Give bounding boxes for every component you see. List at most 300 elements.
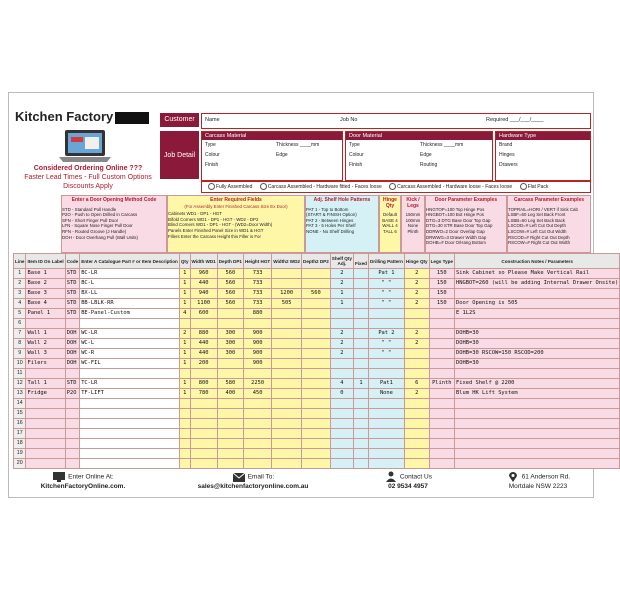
row-hinge-qty[interactable] xyxy=(404,399,429,409)
row-legs-type[interactable] xyxy=(429,389,454,399)
row-hinge-qty[interactable]: 2 xyxy=(404,299,429,309)
row-shelf-adj[interactable] xyxy=(330,449,353,459)
row-depth1[interactable]: 300 xyxy=(217,349,243,359)
row-legs-type[interactable]: 150 xyxy=(429,289,454,299)
door-thickness-field[interactable]: Thickness ____mm xyxy=(420,142,464,148)
row-shelf-adj[interactable]: 2 xyxy=(330,349,353,359)
row-part[interactable] xyxy=(80,449,180,459)
row-hinge-qty[interactable] xyxy=(404,459,429,469)
row-item-id[interactable] xyxy=(26,399,65,409)
row-code[interactable]: P2O xyxy=(65,389,79,399)
row-qty[interactable]: 1 xyxy=(179,379,190,389)
row-depth2[interactable] xyxy=(302,359,331,369)
row-drilling-pattern[interactable] xyxy=(368,439,404,449)
carcass-finish-field[interactable]: Finish xyxy=(205,162,219,168)
row-depth2[interactable] xyxy=(302,349,331,359)
row-item-id[interactable]: Fridge xyxy=(26,389,65,399)
row-depth1[interactable]: 580 xyxy=(217,379,243,389)
row-shelf-adj[interactable]: 1 xyxy=(330,299,353,309)
row-code[interactable]: DOH xyxy=(65,359,79,369)
row-shelf-fixed[interactable] xyxy=(353,329,368,339)
row-depth1[interactable]: 300 xyxy=(217,329,243,339)
footer-email-link[interactable]: sales@kitchenfactoryonline.com.au xyxy=(197,483,309,490)
row-width2[interactable] xyxy=(272,279,302,289)
row-notes[interactable]: E 1L2S xyxy=(455,309,620,319)
row-shelf-fixed[interactable] xyxy=(353,389,368,399)
row-width2[interactable] xyxy=(272,399,302,409)
row-code[interactable] xyxy=(65,399,79,409)
row-legs-type[interactable] xyxy=(429,429,454,439)
row-code[interactable] xyxy=(65,409,79,419)
row-depth2[interactable] xyxy=(302,419,331,429)
row-shelf-adj[interactable] xyxy=(330,409,353,419)
row-qty[interactable]: 1 xyxy=(179,339,190,349)
row-depth2[interactable] xyxy=(302,309,331,319)
row-depth2[interactable] xyxy=(302,409,331,419)
row-drilling-pattern[interactable]: " " xyxy=(368,289,404,299)
row-height[interactable] xyxy=(243,439,271,449)
row-notes[interactable] xyxy=(455,399,620,409)
row-depth1[interactable] xyxy=(217,359,243,369)
row-notes[interactable] xyxy=(455,439,620,449)
door-colour-field[interactable]: Colour xyxy=(349,152,364,158)
row-width1[interactable] xyxy=(190,459,217,469)
row-code[interactable] xyxy=(65,439,79,449)
row-width2[interactable] xyxy=(272,439,302,449)
row-item-id[interactable] xyxy=(26,439,65,449)
row-qty[interactable]: 1 xyxy=(179,299,190,309)
row-notes[interactable]: Sink Cabinet so Please Make Vertical Rail xyxy=(455,269,620,279)
row-drilling-pattern[interactable] xyxy=(368,399,404,409)
assembly-option[interactable] xyxy=(260,184,382,190)
assembly-option[interactable] xyxy=(520,184,549,190)
row-drilling-pattern[interactable]: " " xyxy=(368,299,404,309)
row-hinge-qty[interactable]: 2 xyxy=(404,329,429,339)
row-hinge-qty[interactable]: 2 xyxy=(404,269,429,279)
row-hinge-qty[interactable] xyxy=(404,419,429,429)
row-code[interactable]: STD xyxy=(65,299,79,309)
row-code[interactable] xyxy=(65,319,79,329)
row-legs-type[interactable] xyxy=(429,399,454,409)
row-code[interactable]: DOH xyxy=(65,339,79,349)
row-shelf-fixed[interactable] xyxy=(353,399,368,409)
row-width1[interactable] xyxy=(190,369,217,379)
row-notes[interactable]: HNGBOT=260 (will be adding Internal Drawer Onsite) xyxy=(455,279,620,289)
row-shelf-fixed[interactable] xyxy=(353,359,368,369)
row-part[interactable]: TF-LIFT xyxy=(80,389,180,399)
hardware-hinges-field[interactable]: Hinges xyxy=(499,152,515,158)
row-qty[interactable]: 1 xyxy=(179,269,190,279)
row-item-id[interactable]: Panel 1 xyxy=(26,309,65,319)
row-legs-type[interactable]: 150 xyxy=(429,299,454,309)
assembly-option[interactable] xyxy=(389,184,512,190)
row-width1[interactable] xyxy=(190,399,217,409)
row-part[interactable]: BB-LBLK-RR xyxy=(80,299,180,309)
row-depth2[interactable] xyxy=(302,319,331,329)
row-width2[interactable] xyxy=(272,369,302,379)
row-shelf-fixed[interactable] xyxy=(353,339,368,349)
row-hinge-qty[interactable] xyxy=(404,319,429,329)
row-height[interactable] xyxy=(243,319,271,329)
row-depth2[interactable] xyxy=(302,369,331,379)
door-finish-field[interactable]: Finish xyxy=(349,162,363,168)
door-edge-field[interactable]: Edge xyxy=(420,152,432,158)
row-legs-type[interactable] xyxy=(429,329,454,339)
row-item-id[interactable] xyxy=(26,319,65,329)
row-width1[interactable]: 800 xyxy=(190,379,217,389)
row-drilling-pattern[interactable] xyxy=(368,449,404,459)
row-height[interactable]: 900 xyxy=(243,349,271,359)
row-item-id[interactable]: Base 1 xyxy=(26,269,65,279)
row-width2[interactable] xyxy=(272,459,302,469)
row-shelf-adj[interactable] xyxy=(330,369,353,379)
row-legs-type[interactable]: 150 xyxy=(429,269,454,279)
row-notes[interactable]: DOHB=30 xyxy=(455,339,620,349)
row-hinge-qty[interactable]: 2 xyxy=(404,339,429,349)
row-height[interactable]: 733 xyxy=(243,299,271,309)
row-item-id[interactable] xyxy=(26,409,65,419)
row-shelf-fixed[interactable] xyxy=(353,279,368,289)
row-shelf-adj[interactable]: 1 xyxy=(330,289,353,299)
row-width2[interactable] xyxy=(272,389,302,399)
row-notes[interactable] xyxy=(455,459,620,469)
row-code[interactable]: STD xyxy=(65,279,79,289)
row-notes[interactable] xyxy=(455,369,620,379)
row-height[interactable]: 733 xyxy=(243,269,271,279)
row-width1[interactable]: 960 xyxy=(190,269,217,279)
row-part[interactable]: WC-FIL xyxy=(80,359,180,369)
row-item-id[interactable]: Base 3 xyxy=(26,289,65,299)
row-depth1[interactable] xyxy=(217,319,243,329)
row-shelf-fixed[interactable] xyxy=(353,319,368,329)
row-drilling-pattern[interactable] xyxy=(368,419,404,429)
row-width2[interactable]: 505 xyxy=(272,299,302,309)
row-height[interactable] xyxy=(243,409,271,419)
row-shelf-adj[interactable] xyxy=(330,429,353,439)
row-notes[interactable]: DOHB=30 RSCOW=150 RSCOD=200 xyxy=(455,349,620,359)
row-depth1[interactable] xyxy=(217,419,243,429)
row-width1[interactable]: 940 xyxy=(190,289,217,299)
row-notes[interactable]: DOHB=30 xyxy=(455,359,620,369)
row-width1[interactable]: 600 xyxy=(190,309,217,319)
row-width2[interactable] xyxy=(272,449,302,459)
row-code[interactable] xyxy=(65,419,79,429)
row-shelf-fixed[interactable] xyxy=(353,439,368,449)
row-qty[interactable]: 1 xyxy=(179,359,190,369)
row-notes[interactable]: Fixed Shelf @ 2200 xyxy=(455,379,620,389)
radio-icon[interactable] xyxy=(208,183,215,190)
row-drilling-pattern[interactable] xyxy=(368,369,404,379)
row-hinge-qty[interactable] xyxy=(404,309,429,319)
row-item-id[interactable] xyxy=(26,429,65,439)
row-legs-type[interactable] xyxy=(429,319,454,329)
row-depth2[interactable] xyxy=(302,429,331,439)
row-depth1[interactable] xyxy=(217,459,243,469)
row-legs-type[interactable] xyxy=(429,449,454,459)
row-qty[interactable] xyxy=(179,459,190,469)
row-hinge-qty[interactable] xyxy=(404,429,429,439)
row-width2[interactable] xyxy=(272,269,302,279)
row-hinge-qty[interactable] xyxy=(404,349,429,359)
row-code[interactable] xyxy=(65,449,79,459)
row-hinge-qty[interactable]: 2 xyxy=(404,389,429,399)
row-notes[interactable]: Blum HK Lift System xyxy=(455,389,620,399)
footer-online-link[interactable]: KitchenFactoryOnline.com. xyxy=(40,483,126,490)
row-height[interactable]: 900 xyxy=(243,329,271,339)
row-notes[interactable] xyxy=(455,289,620,299)
row-qty[interactable]: 1 xyxy=(179,389,190,399)
row-depth1[interactable] xyxy=(217,309,243,319)
row-part[interactable]: BC-LR xyxy=(80,269,180,279)
row-height[interactable]: 900 xyxy=(243,359,271,369)
carcass-colour-field[interactable]: Colour xyxy=(205,152,220,158)
row-shelf-fixed[interactable] xyxy=(353,429,368,439)
row-width2[interactable] xyxy=(272,309,302,319)
row-code[interactable]: DOH xyxy=(65,349,79,359)
row-depth2[interactable] xyxy=(302,449,331,459)
row-width2[interactable] xyxy=(272,379,302,389)
row-width1[interactable]: 780 xyxy=(190,389,217,399)
row-drilling-pattern[interactable]: " " xyxy=(368,279,404,289)
row-shelf-adj[interactable]: 2 xyxy=(330,329,353,339)
row-depth1[interactable] xyxy=(217,439,243,449)
row-drilling-pattern[interactable]: None xyxy=(368,389,404,399)
row-shelf-adj[interactable]: 0 xyxy=(330,389,353,399)
row-depth2[interactable] xyxy=(302,339,331,349)
row-item-id[interactable]: Tall 1 xyxy=(26,379,65,389)
hardware-brand-field[interactable]: Brand xyxy=(499,142,513,148)
row-drilling-pattern[interactable] xyxy=(368,459,404,469)
row-depth2[interactable]: 560 xyxy=(302,289,331,299)
row-code[interactable]: DOH xyxy=(65,329,79,339)
row-legs-type[interactable] xyxy=(429,369,454,379)
row-height[interactable]: 733 xyxy=(243,279,271,289)
row-shelf-fixed[interactable] xyxy=(353,409,368,419)
row-shelf-adj[interactable] xyxy=(330,319,353,329)
row-depth1[interactable] xyxy=(217,409,243,419)
row-shelf-fixed[interactable] xyxy=(353,309,368,319)
row-qty[interactable]: 2 xyxy=(179,329,190,339)
row-notes[interactable]: DOHB=30 xyxy=(455,329,620,339)
row-hinge-qty[interactable] xyxy=(404,409,429,419)
row-height[interactable] xyxy=(243,419,271,429)
row-qty[interactable] xyxy=(179,409,190,419)
row-depth1[interactable]: 560 xyxy=(217,289,243,299)
row-notes[interactable] xyxy=(455,409,620,419)
row-item-id[interactable] xyxy=(26,419,65,429)
row-item-id[interactable]: Filers xyxy=(26,359,65,369)
row-width1[interactable]: 440 xyxy=(190,349,217,359)
row-part[interactable] xyxy=(80,399,180,409)
row-qty[interactable]: 1 xyxy=(179,349,190,359)
row-drilling-pattern[interactable]: Pat 2 xyxy=(368,329,404,339)
customer-name-field[interactable]: Name xyxy=(205,117,220,123)
radio-icon[interactable] xyxy=(389,183,396,190)
customer-job-no-field[interactable]: Job No xyxy=(340,117,358,123)
row-qty[interactable] xyxy=(179,399,190,409)
row-width1[interactable]: 880 xyxy=(190,329,217,339)
row-depth2[interactable] xyxy=(302,439,331,449)
row-part[interactable] xyxy=(80,319,180,329)
door-type-field[interactable]: Type xyxy=(349,142,360,148)
row-width1[interactable] xyxy=(190,419,217,429)
row-width2[interactable] xyxy=(272,319,302,329)
carcass-edge-field[interactable]: Edge xyxy=(276,152,288,158)
row-shelf-fixed[interactable] xyxy=(353,349,368,359)
row-width1[interactable]: 1100 xyxy=(190,299,217,309)
row-shelf-fixed[interactable] xyxy=(353,459,368,469)
row-part[interactable]: BE-Panel-Custom xyxy=(80,309,180,319)
row-part[interactable] xyxy=(80,419,180,429)
row-depth1[interactable]: 560 xyxy=(217,299,243,309)
row-notes[interactable]: Door Opening is 505 xyxy=(455,299,620,309)
row-part[interactable]: WC-R xyxy=(80,349,180,359)
row-height[interactable]: 733 xyxy=(243,289,271,299)
row-qty[interactable] xyxy=(179,419,190,429)
row-depth2[interactable] xyxy=(302,279,331,289)
row-hinge-qty[interactable] xyxy=(404,359,429,369)
radio-icon[interactable] xyxy=(260,183,267,190)
row-height[interactable]: 450 xyxy=(243,389,271,399)
row-code[interactable]: STD xyxy=(65,379,79,389)
row-code[interactable]: STD xyxy=(65,269,79,279)
row-legs-type[interactable]: Plinth xyxy=(429,379,454,389)
row-shelf-adj[interactable] xyxy=(330,359,353,369)
row-depth1[interactable]: 400 xyxy=(217,389,243,399)
row-qty[interactable] xyxy=(179,369,190,379)
row-shelf-adj[interactable] xyxy=(330,459,353,469)
row-code[interactable] xyxy=(65,429,79,439)
row-shelf-fixed[interactable]: 1 xyxy=(353,379,368,389)
row-item-id[interactable] xyxy=(26,449,65,459)
row-height[interactable]: 900 xyxy=(243,339,271,349)
row-shelf-fixed[interactable] xyxy=(353,419,368,429)
row-height[interactable] xyxy=(243,429,271,439)
row-drilling-pattern[interactable] xyxy=(368,429,404,439)
row-height[interactable] xyxy=(243,449,271,459)
row-part[interactable]: BX-LL xyxy=(80,289,180,299)
row-depth2[interactable] xyxy=(302,269,331,279)
row-legs-type[interactable] xyxy=(429,359,454,369)
row-depth2[interactable] xyxy=(302,299,331,309)
row-width1[interactable] xyxy=(190,409,217,419)
row-notes[interactable] xyxy=(455,319,620,329)
hardware-drawers-field[interactable]: Drawers xyxy=(499,162,518,168)
row-qty[interactable]: 1 xyxy=(179,289,190,299)
row-shelf-fixed[interactable] xyxy=(353,299,368,309)
row-code[interactable]: STD xyxy=(65,289,79,299)
row-depth2[interactable] xyxy=(302,459,331,469)
row-code[interactable]: STD xyxy=(65,309,79,319)
row-depth1[interactable]: 560 xyxy=(217,279,243,289)
row-shelf-fixed[interactable] xyxy=(353,449,368,459)
radio-icon[interactable] xyxy=(520,183,527,190)
footer-phone[interactable]: 02 9534 4957 xyxy=(388,483,428,490)
row-qty[interactable] xyxy=(179,439,190,449)
door-routing-field[interactable]: Routing xyxy=(420,162,438,168)
row-part[interactable]: BC-L xyxy=(80,279,180,289)
row-notes[interactable] xyxy=(455,449,620,459)
row-height[interactable]: 2250 xyxy=(243,379,271,389)
row-depth2[interactable] xyxy=(302,329,331,339)
row-hinge-qty[interactable]: 2 xyxy=(404,279,429,289)
row-width2[interactable] xyxy=(272,349,302,359)
carcass-type-field[interactable]: Type xyxy=(205,142,216,148)
row-width2[interactable] xyxy=(272,339,302,349)
row-code[interactable] xyxy=(65,459,79,469)
customer-required-field[interactable]: Required ___/___/____ xyxy=(486,117,544,123)
row-hinge-qty[interactable] xyxy=(404,369,429,379)
row-legs-type[interactable] xyxy=(429,459,454,469)
row-qty[interactable] xyxy=(179,429,190,439)
row-width1[interactable]: 440 xyxy=(190,339,217,349)
row-width1[interactable] xyxy=(190,439,217,449)
row-legs-type[interactable] xyxy=(429,339,454,349)
row-drilling-pattern[interactable] xyxy=(368,359,404,369)
row-shelf-adj[interactable]: 2 xyxy=(330,279,353,289)
row-drilling-pattern[interactable]: Pat 1 xyxy=(368,269,404,279)
row-item-id[interactable]: Base 2 xyxy=(26,279,65,289)
row-depth1[interactable] xyxy=(217,429,243,439)
row-depth2[interactable] xyxy=(302,379,331,389)
row-shelf-adj[interactable] xyxy=(330,399,353,409)
row-width1[interactable]: 440 xyxy=(190,279,217,289)
row-qty[interactable]: 4 xyxy=(179,309,190,319)
row-depth2[interactable] xyxy=(302,399,331,409)
row-item-id[interactable] xyxy=(26,459,65,469)
row-qty[interactable]: 1 xyxy=(179,279,190,289)
row-part[interactable]: WC-L xyxy=(80,339,180,349)
row-part[interactable]: WC-LR xyxy=(80,329,180,339)
row-notes[interactable] xyxy=(455,429,620,439)
row-width1[interactable]: 200 xyxy=(190,359,217,369)
row-drilling-pattern[interactable] xyxy=(368,409,404,419)
row-height[interactable]: 880 xyxy=(243,309,271,319)
row-shelf-adj[interactable] xyxy=(330,309,353,319)
row-depth1[interactable] xyxy=(217,369,243,379)
row-legs-type[interactable] xyxy=(429,439,454,449)
row-legs-type[interactable] xyxy=(429,409,454,419)
row-hinge-qty[interactable]: 6 xyxy=(404,379,429,389)
row-shelf-fixed[interactable] xyxy=(353,369,368,379)
carcass-thickness-field[interactable]: Thickness ____mm xyxy=(276,142,320,148)
row-qty[interactable] xyxy=(179,449,190,459)
row-notes[interactable] xyxy=(455,419,620,429)
row-height[interactable] xyxy=(243,399,271,409)
row-shelf-fixed[interactable] xyxy=(353,269,368,279)
row-width2[interactable] xyxy=(272,429,302,439)
row-legs-type[interactable] xyxy=(429,349,454,359)
row-part[interactable] xyxy=(80,429,180,439)
row-width2[interactable] xyxy=(272,359,302,369)
row-code[interactable] xyxy=(65,369,79,379)
row-item-id[interactable]: Wall 2 xyxy=(26,339,65,349)
row-part[interactable] xyxy=(80,409,180,419)
row-shelf-adj[interactable]: 4 xyxy=(330,379,353,389)
row-width1[interactable] xyxy=(190,449,217,459)
row-depth1[interactable] xyxy=(217,449,243,459)
row-drilling-pattern[interactable] xyxy=(368,319,404,329)
row-height[interactable] xyxy=(243,369,271,379)
row-depth2[interactable] xyxy=(302,389,331,399)
row-drilling-pattern[interactable]: " " xyxy=(368,339,404,349)
row-width2[interactable]: 1200 xyxy=(272,289,302,299)
row-part[interactable] xyxy=(80,369,180,379)
row-shelf-adj[interactable]: 2 xyxy=(330,339,353,349)
row-hinge-qty[interactable] xyxy=(404,449,429,459)
row-width2[interactable] xyxy=(272,409,302,419)
row-legs-type[interactable]: 150 xyxy=(429,279,454,289)
